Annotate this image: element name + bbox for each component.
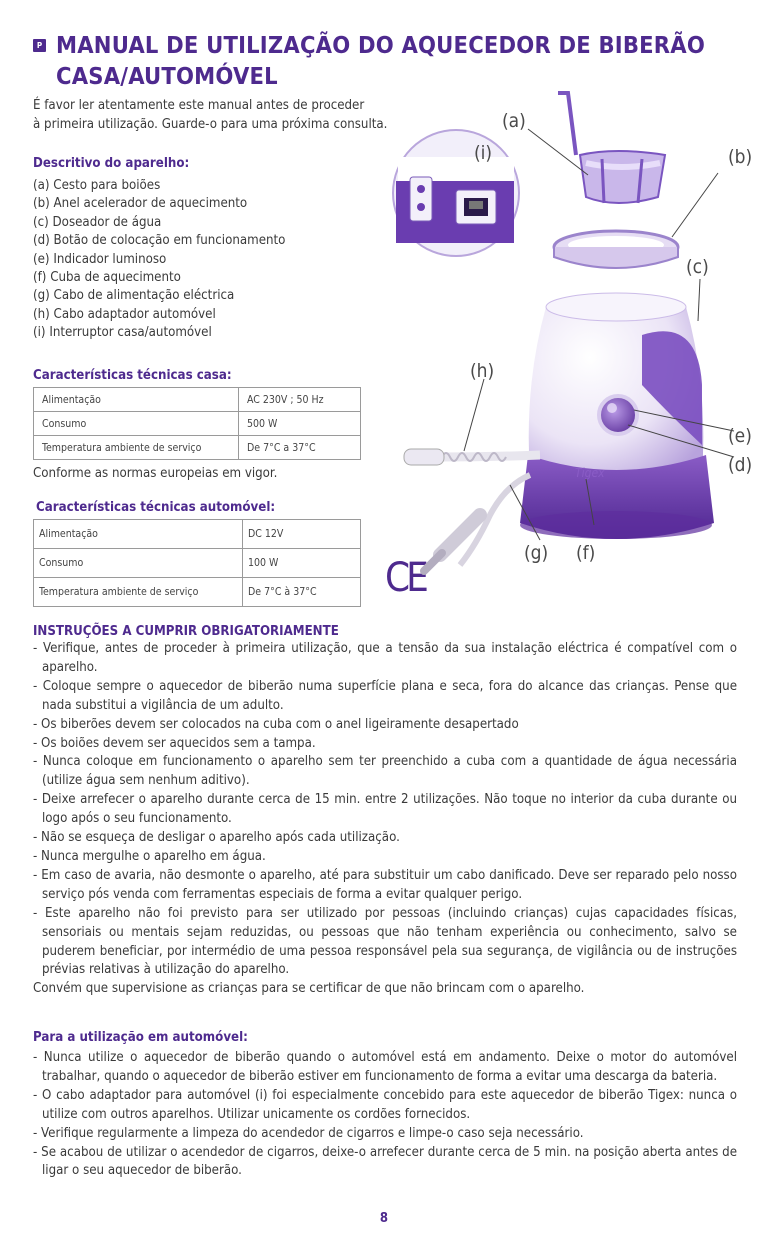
list-item: - Este aparelho não foi previsto para ser utilizado por pessoas (incluindo crianças) cujas capacidades físicas, sensoriais ou mentais sejam reduzidas, ou pessoas que não tenham experiência ou conhecimento, salvo se puderem beneficiar, por intermédio de uma pessoa responsável pela sua segurança, de vigilância ou de instruções prévias relativas à utilização do aparelho. <box>33 905 737 978</box>
table-row <box>34 412 361 436</box>
table-row <box>34 578 361 607</box>
parts-list <box>33 177 393 343</box>
list-item: - Deixe arrefecer o aparelho durante cerca de 15 min. entre 2 utilizações. Não toque no interior da cuba durante ou logo após o seu funcionamento. <box>33 792 737 827</box>
label-i: (i) <box>474 142 493 164</box>
part-item: (f) Cuba de aquecimento <box>33 270 181 286</box>
list-item: - Se acabou de utilizar o acendedor de cigarros, deixe-o arrefecer durante cerca de 5 min. na posição aberta antes de ligar o seu aquecedor de biberão. <box>33 1144 737 1179</box>
car-specs-title: Características técnicas automóvel: <box>36 500 276 515</box>
instructions-title: INSTRUÇÕES A CUMPRIR OBRIGATORIAMENTE <box>33 624 339 639</box>
list-item: - Em caso de avaria, não desmonte o aparelho, até para substituir um cabo danificado. Deve ser reparado pelo nosso serviço pós venda com ferramentas especiais de forma a evitar qualquer perigo. <box>33 867 737 902</box>
bottle-warmer-illustration <box>380 85 768 575</box>
part-item: (g) Cabo de alimentação eléctrica <box>33 288 235 304</box>
jar-basket <box>558 93 665 203</box>
page-title <box>56 30 746 92</box>
table-row <box>34 520 361 549</box>
car-specs-table <box>33 519 361 607</box>
list-item: - Os biberões devem ser colocados na cuba com o anel ligeiramente desapertado <box>33 716 519 732</box>
part-item: (i) Interruptor casa/automóvel <box>33 325 212 341</box>
intro-line-1: É favor ler atentamente este manual antes de proceder <box>33 98 365 113</box>
spec-label: Temperatura ambiente de serviço <box>34 578 243 607</box>
label-h: (h) <box>470 360 495 382</box>
label-b: (b) <box>728 146 753 168</box>
intro-text <box>33 96 433 134</box>
spec-value: 100 W <box>243 549 361 578</box>
list-item: - Verifique regularmente a limpeza do acendedor de cigarros e limpe-o caso seja necessário. <box>33 1125 584 1141</box>
spec-label: Consumo <box>34 549 243 578</box>
switch-detail-inset <box>393 130 519 256</box>
car-use-list <box>33 1049 737 1181</box>
description-title: Descritivo do aparelho: <box>33 156 190 171</box>
table-row <box>34 436 361 460</box>
heating-ring <box>554 231 678 268</box>
spec-value: De 7°C à 37°C <box>243 578 361 607</box>
part-item: (d) Botão de colocação em funcionamento <box>33 233 286 249</box>
table-row <box>34 388 361 412</box>
part-item: (e) Indicador luminoso <box>33 251 167 267</box>
label-e: (e) <box>728 425 752 447</box>
car-use-title: Para a utilização em automóvel: <box>33 1030 248 1045</box>
title-line-2: CASA/AUTOMÓVEL <box>56 62 278 90</box>
home-specs-title: Características técnicas casa: <box>33 368 232 383</box>
label-f: (f) <box>576 542 596 564</box>
spec-label: Consumo <box>34 412 239 436</box>
list-item: - Coloque sempre o aquecedor de biberão numa superfície plana e seca, fora do alcance das crianças. Pense que nada substitui a vigilância de um adulto. <box>33 678 737 713</box>
label-c: (c) <box>686 256 709 278</box>
list-item: - O cabo adaptador para automóvel (i) foi especialmente concebido para este aquecedor de biberão Tigex: nunca o utilize com outros aparelhos. Utilizar unicamente os cordões fornecidos. <box>33 1087 737 1122</box>
spec-label: Alimentação <box>34 388 239 412</box>
instructions-list <box>33 640 737 999</box>
part-item: (h) Cabo adaptador automóvel <box>33 306 216 322</box>
list-item: - Nunca coloque em funcionamento o aparelho sem ter preenchido a cuba com a quantidade de água necessária (utilize água sem nenhum aditivo). <box>33 754 737 789</box>
page-number: 8 <box>379 1211 389 1226</box>
brand-logo: Tigex <box>575 466 605 480</box>
power-cords <box>404 449 540 571</box>
label-g: (g) <box>524 542 549 564</box>
part-item: (a) Cesto para boiões <box>33 178 161 193</box>
conformity-note: Conforme as normas europeias em vigor. <box>33 466 278 481</box>
intro-line-2: à primeira utilização. Guarde-o para uma próxima consulta. <box>33 117 388 132</box>
part-item: (b) Anel acelerador de aquecimento <box>33 196 248 212</box>
language-badge: P <box>33 39 46 52</box>
list-item: - Nunca mergulhe o aparelho em água. <box>33 848 266 864</box>
list-item: - Os boiões devem ser aquecidos sem a tampa. <box>33 735 316 751</box>
spec-label: Temperatura ambiente de serviço <box>34 436 239 460</box>
spec-value: De 7°C a 37°C <box>239 436 361 460</box>
spec-value: DC 12V <box>243 520 361 549</box>
label-d: (d) <box>728 454 753 476</box>
spec-value: AC 230V ; 50 Hz <box>239 388 361 412</box>
home-specs-table <box>33 387 361 460</box>
supervision-note: Convém que supervisione as crianças para se certificar de que não brincam com o aparelho. <box>33 981 585 997</box>
table-row <box>34 549 361 578</box>
part-item: (c) Doseador de água <box>33 214 162 230</box>
list-item: - Não se esqueça de desligar o aparelho após cada utilização. <box>33 830 400 846</box>
spec-label: Alimentação <box>34 520 243 549</box>
list-item: - Nunca utilize o aquecedor de biberão quando o automóvel está em andamento. Deixe o motor do automóvel trabalhar, quando o aquecedor de biberão estiver em funcionamento de forma a evitar uma descarga da bateria. <box>33 1050 737 1084</box>
spec-value: 500 W <box>239 412 361 436</box>
warmer-body <box>520 293 714 539</box>
list-item: - Verifique, antes de proceder à primeira utilização, que a tensão da sua instalação eléctrica é compatível com o aparelho. <box>33 641 737 675</box>
ce-mark-icon: CE <box>385 555 425 601</box>
title-line-1: MANUAL DE UTILIZAÇÃO DO AQUECEDOR DE BIBERÃO <box>56 31 706 59</box>
label-a: (a) <box>502 110 526 132</box>
